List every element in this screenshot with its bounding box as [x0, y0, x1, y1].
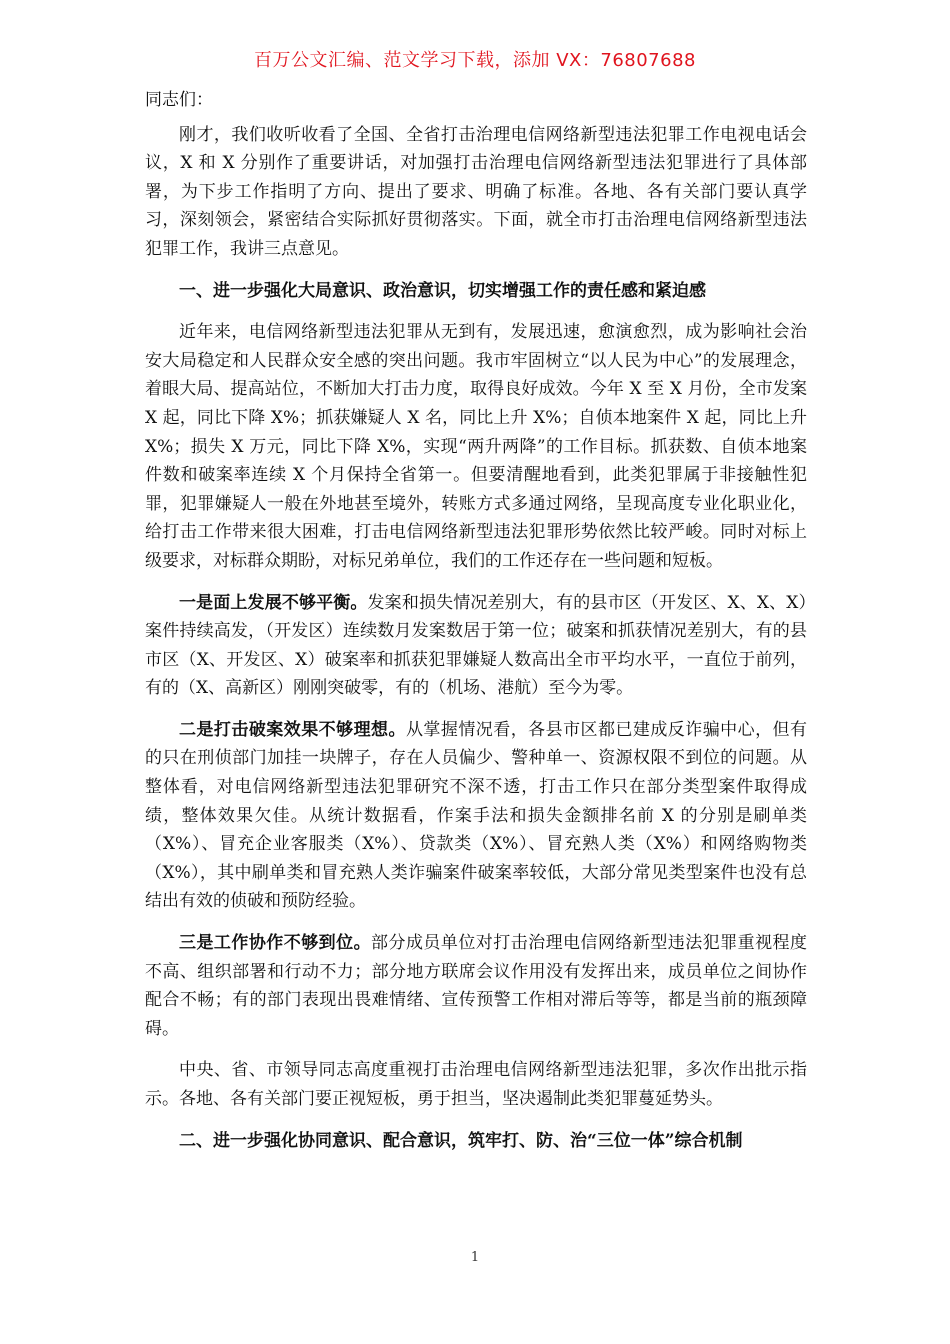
point-3-lead: 三是工作协作不够到位。 — [179, 933, 372, 954]
section-1-heading: 一、进一步强化大局意识、政治意识，切实增强工作的责任感和紧迫感 — [179, 280, 706, 301]
closing-paragraph: 中央、省、市领导同志高度重视打击治理电信网络新型违法犯罪，多次作出批示指示。各地、各有关部门要正视短板，勇于担当，坚决遏制此类犯罪蔓延势头。 — [145, 1060, 807, 1109]
section-1-paragraph: 近年来，电信网络新型违法犯罪从无到有，发展迅速，愈演愈烈，成为影响社会治安大局稳定和人民群众安全感的突出问题。我市牢固树立“以人民为中心”的发展理念，着眼大局、提高站位，不断加大打击力度，取得良好成效。今年 X 至 X 月份，全市发案 X 起，同比下降 X%；抓获嫌疑人 X 名，同比上升 X%；自侦本地案件 X 起，同比上升 X%；损失 X 万元，同比下降 X%，实现“两升两降”的工作目标。抓获数、自侦本地案件数和破案率连续 X 个月保持全省第一。但要清醒地看到，此类犯罪属于非接触性犯罪，犯罪嫌疑人一般在外地甚至境外，转账方式多通过网络，呈现高度专业化职业化，给打击工作带来很大困难，打击电信网络新型违法犯罪形势依然比较严峻。同时对标上级要求，对标群众期盼，对标兄弟单位，我们的工作还存在一些问题和短板。 — [145, 322, 807, 571]
point-3-paragraph — [145, 929, 807, 1043]
point-3-body: 部分成员单位对打击治理电信网络新型违法犯罪重视程度不高、组织部署和行动不力；部分地方联席会议作用没有发挥出来，成员单位之间协作配合不畅；有的部门表现出畏难情绪、宣传预警工作相对滞后等等，都是当前的瓶颈障碍。 — [145, 933, 808, 1039]
point-2-body: 从掌握情况看，各县市区都已建成反诈骗中心，但有的只在刑侦部门加挂一块牌子，存在人员偏少、警种单一、资源权限不到位的问题。从整体看，对电信网络新型违法犯罪研究不深不透，打击工作只在部分类型案件取得成绩，整体效果欠佳。从统计数据看，作案手法和损失金额排名前 X 的分别是刷单类（X%）、冒充企业客服类（X%）、贷款类（X%）、冒充熟人类（X%）和网络购物类（X%），其中刷单类和冒充熟人类诈骗案件破案率较低，大部分常见类型案件也没有总结出有效的侦破和预防经验。 — [145, 719, 808, 912]
point-1-lead: 一是面上发展不够平衡。 — [179, 592, 368, 613]
header-banner: 百万公文汇编、范文学习下载，添加 VX：76807688 — [254, 50, 696, 71]
point-2-paragraph — [145, 716, 807, 916]
point-1-paragraph — [145, 589, 807, 703]
salutation: 同志们： — [145, 90, 213, 110]
point-2-lead: 二是打击破案效果不够理想。 — [179, 719, 406, 740]
page-number: 1 — [470, 1250, 480, 1265]
intro-paragraph: 刚才，我们收听收看了全国、全省打击治理电信网络新型违法犯罪工作电视电话会议，X 和 X 分别作了重要讲话，对加强打击治理电信网络新型违法犯罪进行了具体部署，为下步工作指明了方向、提出了要求、明确了标准。各地、各有关部门要认真学习，深刻领会，紧密结合实际抓好贯彻落实。下面，就全市打击治理电信网络新型违法犯罪工作，我讲三点意见。 — [145, 124, 807, 259]
section-2-heading: 二、进一步强化协同意识、配合意识，筑牢打、防、治“三位一体”综合机制 — [179, 1130, 743, 1151]
document-body — [145, 86, 807, 1168]
point-1-body: 发案和损失情况差别大，有的县市区（开发区、X、X、X）案件持续高发，（开发区）连续数月发案数居于第一位；破案和抓获情况差别大，有的县市区（X、开发区、X）破案率和抓获犯罪嫌疑人数高出全市平均水平，一直位于前列，有的（X、高新区）刚刚突破零，有的（机场、港航）至今为零。 — [145, 592, 807, 699]
